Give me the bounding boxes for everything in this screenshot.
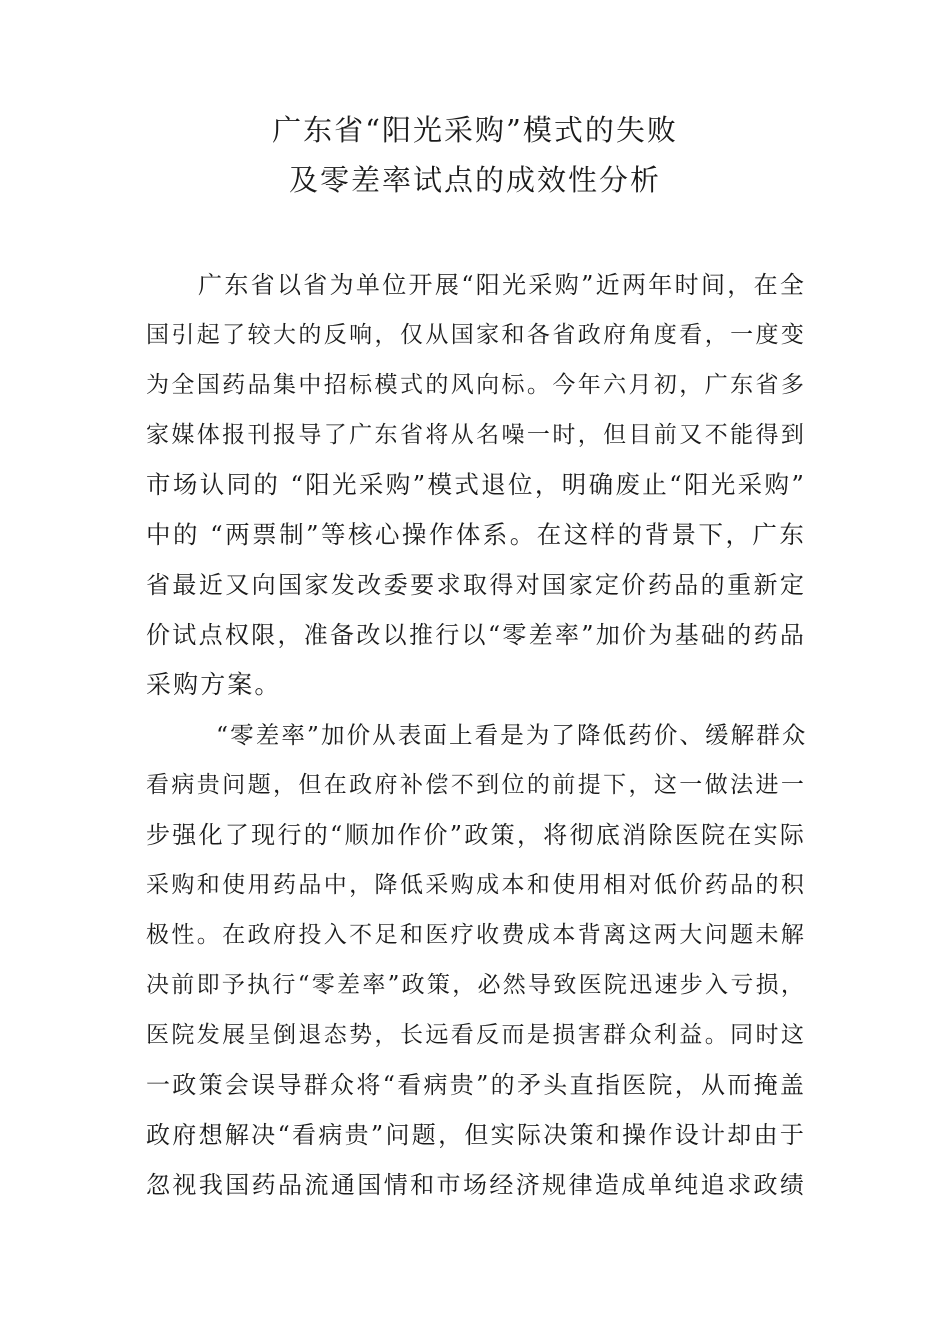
paragraph-line: 省最近又向国家发改委要求取得对国家定价药品的重新定 [146, 571, 806, 599]
document-body [146, 260, 806, 1210]
paragraph-line: 中的 “两票制”等核心操作体系。在这样的背景下，广东 [146, 520, 806, 549]
document-title-line-2: 及零差率试点的成效性分析 [288, 163, 661, 197]
paragraph-1 [146, 260, 806, 710]
paragraph-line: 极性。在政府投入不足和医疗收费成本背离这两大问题未解 [146, 922, 806, 948]
paragraph-line: 医院发展呈倒退态势，长远看反而是损害群众利益。同时这 [146, 1022, 806, 1048]
paragraph-line: 看病贵问题，但在政府补偿不到位的前提下，这一做法进一 [146, 772, 806, 798]
paragraph-line: 忽视我国药品流通国情和市场经济规律造成单纯追求政绩 [146, 1171, 806, 1199]
paragraph-line: 广东省以省为单位开展“阳光采购”近两年时间，在全 [198, 271, 806, 299]
paragraph-line: 决前即予执行“零差率”政策，必然导致医院迅速步入亏损， [146, 972, 806, 998]
paragraph-line: 家媒体报刊报导了广东省将从名噪一时，但目前又不能得到 [146, 422, 806, 448]
paragraph-line: “零差率”加价从表面上看是为了降低药价、缓解群众 [216, 721, 808, 749]
paragraph-line: 步强化了现行的“顺加作价”政策，将彻底消除医院在实际 [146, 821, 806, 849]
paragraph-line: 市场认同的 “阳光采购”模式退位，明确废止“阳光采购” [146, 470, 806, 499]
paragraph-line: 采购方案。 [146, 670, 282, 699]
document-title-line-1: 广东省“阳光采购”模式的失败 [272, 113, 678, 147]
paragraph-line: 一政策会误导群众将“看病贵”的矛头直指医院，从而掩盖 [146, 1071, 806, 1099]
paragraph-line: 政府想解决“看病贵”问题，但实际决策和操作设计却由于 [146, 1121, 806, 1149]
paragraph-line: 价试点权限，准备改以推行以“零差率”加价为基础的药品 [146, 621, 806, 649]
paragraph-line: 为全国药品集中招标模式的风向标。今年六月初，广东省多 [146, 372, 806, 398]
paragraph-line: 采购和使用药品中，降低采购成本和使用相对低价药品的积 [146, 872, 806, 898]
paragraph-2 [146, 710, 806, 1210]
paragraph-line: 国引起了较大的反响，仅从国家和各省政府角度看，一度变 [146, 322, 806, 348]
